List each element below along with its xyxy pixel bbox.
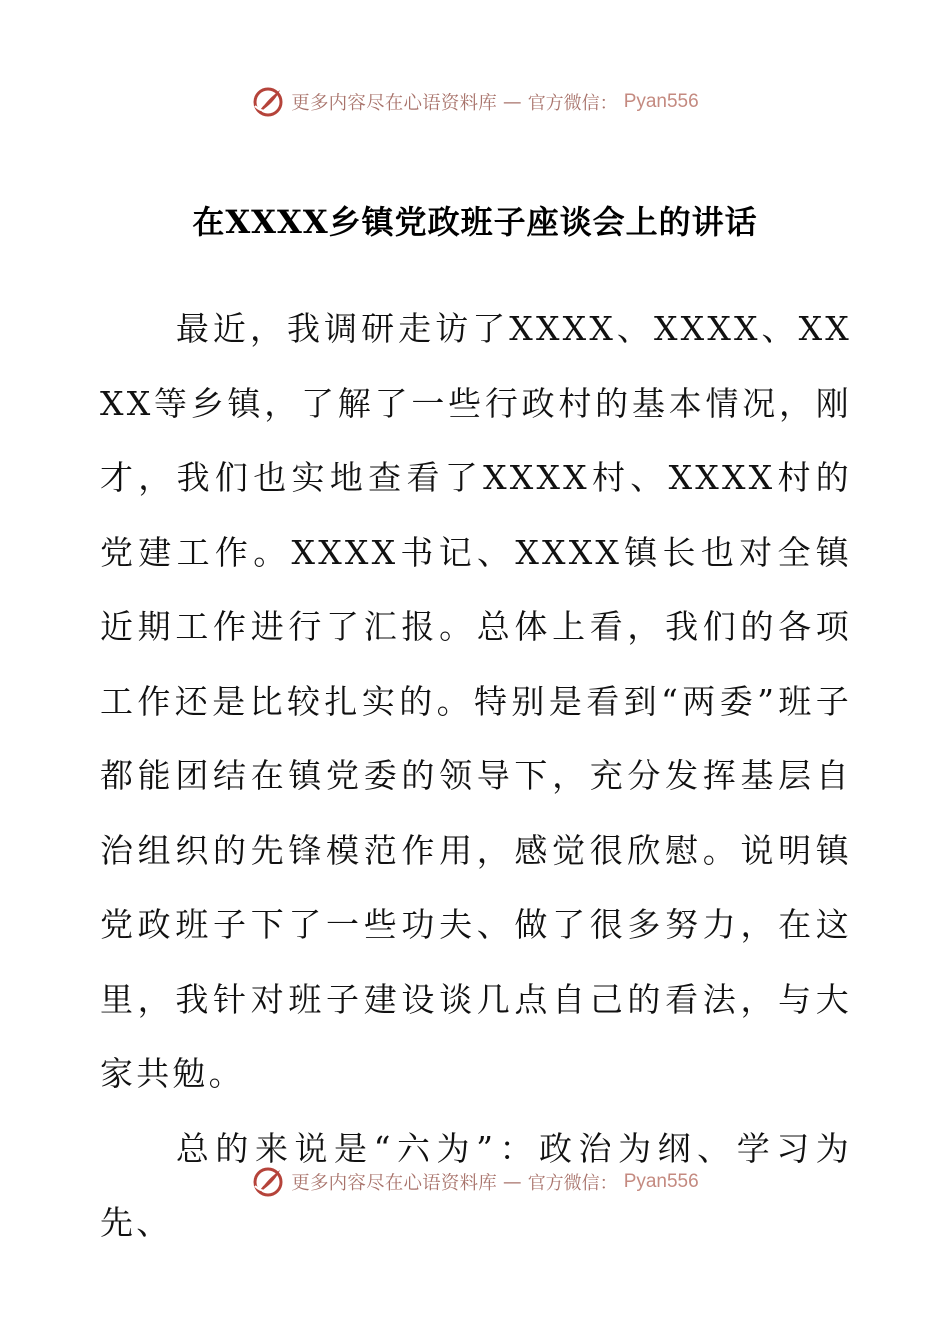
body-paragraph-2: 总的来说是“六为”：政治为纲、学习为先、 [100,1128,852,1242]
footer-banner-separator: — [502,1171,522,1193]
body-paragraph-1: 最近，我调研走访了XXXX、XXXX、XXXX等乡镇，了解了一些行政村的基本情况，刚才，我们也实地查看了XXXX村、XXXX村的党建工作。XXXX书记、XXXX镇长也对全镇近期工作进行了汇报。总体上看，我们的各项工作还是比较扎实的。特别是看到“两委”班子都能团结在镇党委的领导下，充分发挥基层自治组织的先锋模范作用，感觉很欣慰。说明镇党政班子下了一些功夫、做了很多努力，在这里，我针对班子建设谈几点自己的看法，与大家共勉。 [100,309,852,1093]
footer-banner [0,1162,950,1202]
header-wechat-id: Pyan556 [623,91,699,112]
footer-banner-content [251,1165,698,1199]
document-body [100,292,852,1261]
footer-wechat-label: 官方微信： [527,1173,618,1194]
header-banner-separator: — [502,91,522,113]
footer-wechat-id: Pyan556 [623,1171,699,1192]
document-title: 在XXXX乡镇党政班子座谈会上的讲话 [192,203,758,241]
header-banner [0,82,950,122]
header-wechat-label: 官方微信： [527,93,618,114]
header-banner-content [251,85,698,119]
footer-banner-text: 更多内容尽在心语资料库 [291,1173,497,1194]
quill-pen-logo-icon [251,1165,285,1199]
header-banner-text: 更多内容尽在心语资料库 [291,93,497,114]
quill-pen-logo-icon [251,85,285,119]
